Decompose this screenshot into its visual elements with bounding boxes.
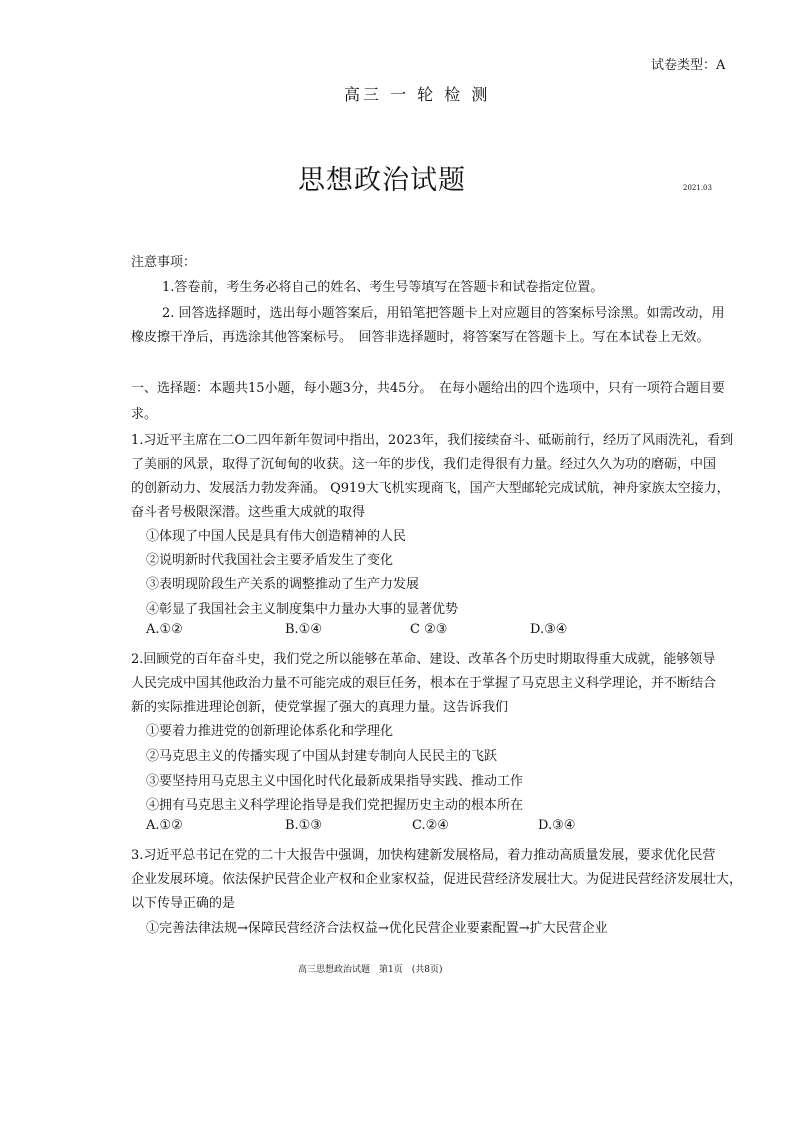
question-2-statement-1: ①要着力推进党的创新理论体系化和学理化 xyxy=(146,724,394,739)
question-1-stem-line-3: 的创新动力、发展活力勃发奔涌。 Q919大飞机实现商飞，国产大型邮轮完成试航，神舟家族太空接力， xyxy=(131,481,730,496)
question-1-option-c[interactable]: C ②③ xyxy=(410,622,448,637)
question-2-stem-line-1: 2.回顾党的百年奋斗史，我们党之所以能够在革命、建设、改革各个历史时期取得重大成就，能够领导 xyxy=(131,652,716,667)
page-footer: 高三思想政治试题 第1页 (共8页) xyxy=(298,965,443,975)
question-2-statement-4: ④拥有马克思主义科学理论指导是我们党把握历史主动的根本所在 xyxy=(146,798,524,813)
notice-item-1: 1.答卷前，考生务必将自己的姓名、考生号等填写在答题卡和试卷指定位置。 xyxy=(162,280,604,295)
question-1-option-b[interactable]: B.①④ xyxy=(285,622,322,637)
question-1-option-a[interactable]: A.①② xyxy=(146,622,183,637)
question-3-stem-line-1: 3.习近平总书记在党的二十大报告中强调，加快构建新发展格局，着力推动高质量发展，要求优化民营 xyxy=(131,848,716,863)
question-1-stem-line-1: 1.习近平主席在二O二四年新年贺词中指出，2023年，我们接续奋斗、砥砺前行，经历了风雨洗礼，看到 xyxy=(131,433,734,448)
question-2-stem-line-2: 人民完成中国其他政治力量不可能完成的艰巨任务，根本在于掌握了马克思主义科学理论，并不断结合 xyxy=(131,676,717,691)
question-1-statement-4: ④彰显了我国社会主义制度集中力量办大事的显著优势 xyxy=(146,602,459,617)
question-1-stem-line-2: 了美丽的风景，取得了沉甸甸的收获。这一年的步伐，我们走得很有力量。经过久久为功的磨砺，中国 xyxy=(131,457,717,472)
question-3-stem-line-2: 企业发展环境。依法保护民营企业产权和企业家权益，促进民营经济发展壮大。为促进民营经济发展壮大， xyxy=(131,872,743,887)
question-2-statement-3: ③要坚持用马克思主义中国化时代化最新成果指导实践、推动工作 xyxy=(146,774,524,789)
question-3-statement-1: ①完善法律法规→保障民营经济合法权益→优化民营企业要素配置→扩大民营企业 xyxy=(146,921,608,936)
question-2-option-a[interactable]: A.①② xyxy=(146,818,183,833)
section-1-instructions: 一、选择题：本题共15小题，每小题3分，共45分。 在每小题给出的四个选项中，只有一项符合题目要 xyxy=(131,381,725,396)
paper-type-label: 试卷类型：A xyxy=(651,58,726,73)
question-1-stem-line-4: 奋斗者号极限深潜。这些重大成就的取得 xyxy=(131,505,366,520)
section-1-instructions-cont: 求。 xyxy=(131,407,158,422)
exam-title: 思想政治试题 xyxy=(298,165,466,196)
question-2-option-c[interactable]: C.②④ xyxy=(412,818,449,833)
question-2-option-d[interactable]: D.③④ xyxy=(538,818,576,833)
question-1-option-d[interactable]: D.③④ xyxy=(530,622,568,637)
question-1-statement-1: ①体现了中国人民是具有伟大创造精神的人民 xyxy=(146,529,407,544)
notice-item-2-line-2: 橡皮擦干净后，再选涂其他答案标号。 回答非选择题时，将答案写在答题卡上。写在本试卷上无效。 xyxy=(131,330,710,345)
question-3-stem-line-3: 以下传导正确的是 xyxy=(131,896,236,911)
question-1-statement-3: ③表明现阶段生产关系的调整推动了生产力发展 xyxy=(146,577,420,592)
question-2-option-b[interactable]: B.①③ xyxy=(285,818,322,833)
notice-heading: 注意事项： xyxy=(131,255,197,270)
question-2-statement-2: ②马克思主义的传播实现了中国从封建专制向人民民主的飞跃 xyxy=(146,749,498,764)
exam-date: 2021.03 xyxy=(683,184,712,192)
question-2-stem-line-3: 新的实际推进理论创新，使党掌握了强大的真理力量。这告诉我们 xyxy=(131,700,509,715)
question-1-statement-2: ②说明新时代我国社会主要矛盾发生了变化 xyxy=(146,553,394,568)
notice-item-2-line-1: 2. 回答选择题时，选出每小题答案后，用铅笔把答题卡上对应题目的答案标号涂黑。如需改动，用 xyxy=(162,306,725,321)
exam-subtitle: 高三 一 轮 检 测 xyxy=(344,85,491,104)
